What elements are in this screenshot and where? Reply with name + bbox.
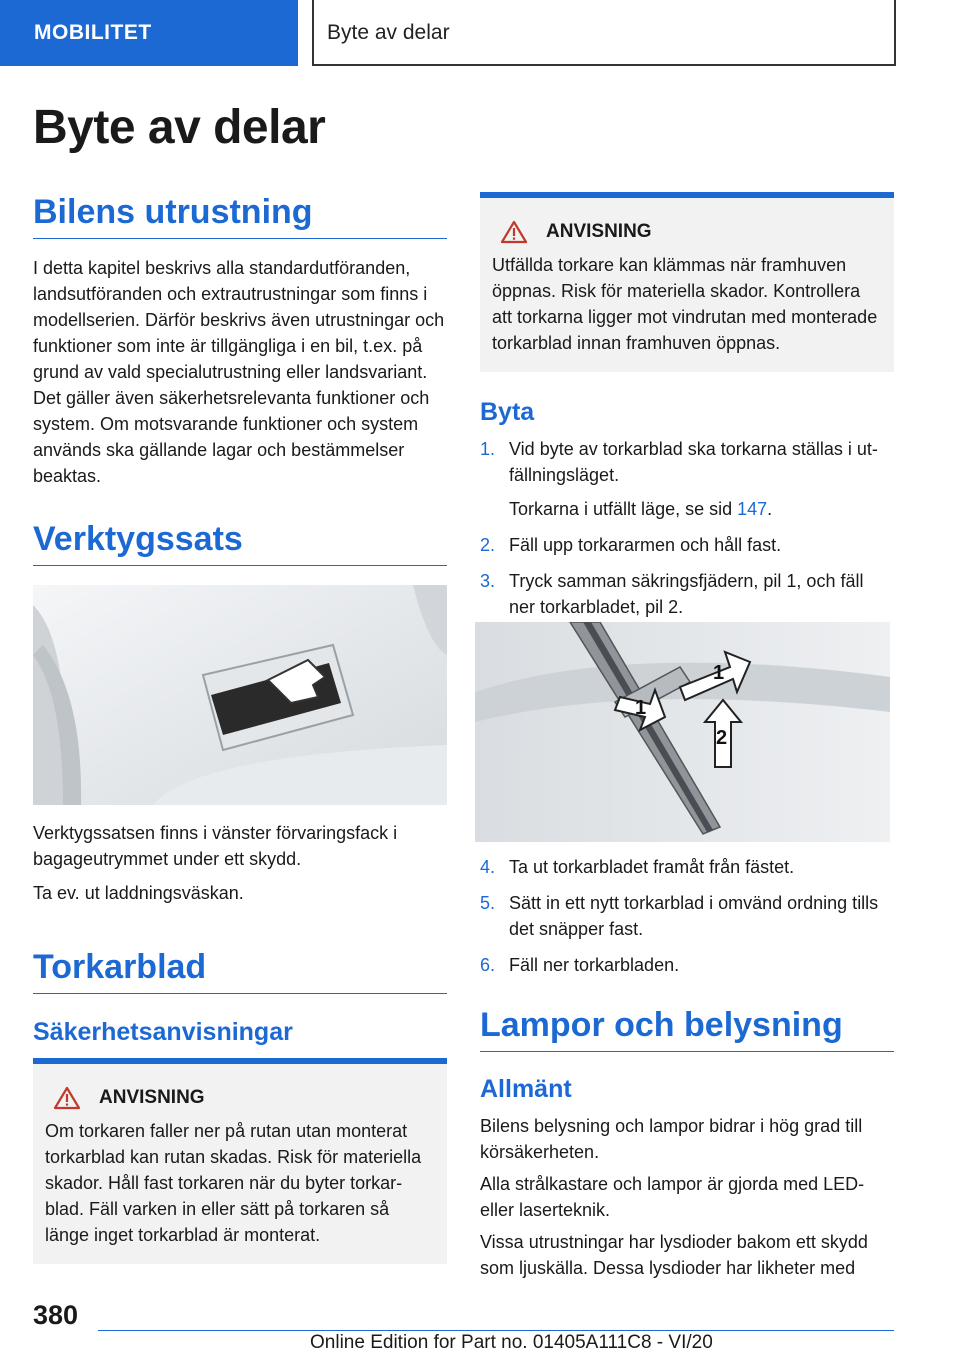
warning-header: [492, 220, 882, 244]
svg-text:1: 1: [635, 697, 647, 719]
page-link[interactable]: 147: [737, 499, 768, 519]
heading-allmant: Allmänt: [480, 1075, 572, 1103]
footer-divider: [98, 1330, 894, 1331]
heading-lampor-och-belysning: Lampor och belysning: [480, 1006, 894, 1052]
warning-title: ANVISNING: [546, 221, 652, 242]
step-text: Fäll upp torkararmen och håll fast.: [509, 535, 782, 555]
warning-title: ANVISNING: [99, 1087, 205, 1108]
steps-list-2: [480, 854, 894, 988]
figure-torkarblad: [475, 622, 890, 842]
heading-byta: Byta: [480, 398, 535, 426]
warning-text: Utfällda torkare kan klämmas när framhuven öppnas. Risk för materiella skador. Kontrollera att torkarna ligger mot vindrutan med monterade torkarblad innan framhuven öppnas.: [492, 255, 878, 353]
list-item: [480, 952, 894, 978]
step-number: 3.: [480, 571, 496, 591]
warning-box-left: [33, 1058, 447, 1264]
toolkit-compartment-illustration: [33, 585, 447, 805]
warning-triangle-icon: [500, 220, 528, 244]
paragraph-verktygssats-2: Ta ev. ut laddningsväskan.: [33, 883, 244, 903]
list-item: [480, 532, 894, 558]
page-number: 380: [33, 1300, 79, 1330]
breadcrumb: Byte av delar: [312, 0, 896, 66]
paragraph-bilens-utrustning: I detta kapitel beskrivs alla standardutföranden, landsutföranden och extrautrustningar som finns i modellserien. Därför beskrivs även utrustningar och funktioner som inte är tillgängliga i en bil, t.ex. på grund av vald specialutrustning eller landsvariant. Det gäller även säkerhetsrelevanta funktioner och system. Om motsvarande funktioner och system används ska gällande lagar och bestämmelser beaktas.: [33, 258, 445, 486]
section-tab[interactable]: MOBILITET: [0, 0, 298, 66]
page-header: [0, 0, 960, 66]
warning-text: Om torkaren faller ner på rutan utan monterat torkarblad kan rutan skadas. Risk för materiella skador. Håll fast torkaren när du byter torkarblad. Fäll varken in eller sätt på torkaren så länge inget torkarblad är monterat.: [45, 1121, 422, 1245]
warning-header: [45, 1086, 435, 1110]
heading-sakerhetsanvisningar: Säkerhetsanvisningar: [33, 1018, 293, 1046]
step-subtext: Torkarna i utfällt läge, se sid 147.: [509, 499, 773, 519]
paragraph-allmant-2: Alla strålkastare och lampor är gjorda med LED- eller laserteknik.: [480, 1174, 865, 1220]
list-item: [480, 436, 894, 522]
svg-text:2: 2: [716, 727, 728, 749]
paragraph-allmant-3: Vissa utrustningar har lysdioder bakom ett skydd som ljuskälla. Dessa lysdioder har likheter med: [480, 1232, 868, 1278]
warning-box-right: [480, 192, 894, 372]
svg-text:1: 1: [713, 662, 725, 684]
paragraph-verktygssats-1: Verktygssatsen finns i vänster förvaringsfack i bagageutrymmet under ett skydd.: [33, 823, 398, 869]
heading-verktygssats: Verktygssats: [33, 520, 447, 566]
wiper-blade-illustration: [475, 622, 890, 842]
page-title: Byte av delar: [33, 101, 326, 154]
step-text: Sätt in ett nytt torkarblad i omvänd ordning tills det snäpper fast.: [509, 893, 879, 939]
list-item: [480, 568, 894, 620]
step-number: 6.: [480, 955, 496, 975]
footer-edition: Online Edition for Part no. 01405A111C8 - VI/20: [310, 1332, 713, 1353]
list-item: [480, 890, 894, 942]
heading-bilens-utrustning: Bilens utrustning: [33, 193, 447, 239]
step-number: 2.: [480, 535, 496, 555]
step-number: 5.: [480, 893, 496, 913]
step-number: 1.: [480, 439, 496, 459]
step-number: 4.: [480, 857, 496, 877]
figure-verktygssats: [33, 585, 447, 805]
step-text: Tryck samman säkringsfjädern, pil 1, och fäll ner torkarbladet, pil 2.: [509, 571, 864, 617]
steps-list-1: [480, 436, 894, 630]
warning-triangle-icon: [53, 1086, 81, 1110]
step-text: Fäll ner torkarbladen.: [509, 955, 680, 975]
step-text: Vid byte av torkarblad ska torkarna ställas i utfällningsläget.: [509, 439, 878, 485]
list-item: [480, 854, 894, 880]
paragraph-allmant-1: Bilens belysning och lampor bidrar i hög grad till körsäkerheten.: [480, 1116, 863, 1162]
heading-torkarblad: Torkarblad: [33, 948, 447, 994]
step-text: Ta ut torkarbladet framåt från fästet.: [509, 857, 795, 877]
